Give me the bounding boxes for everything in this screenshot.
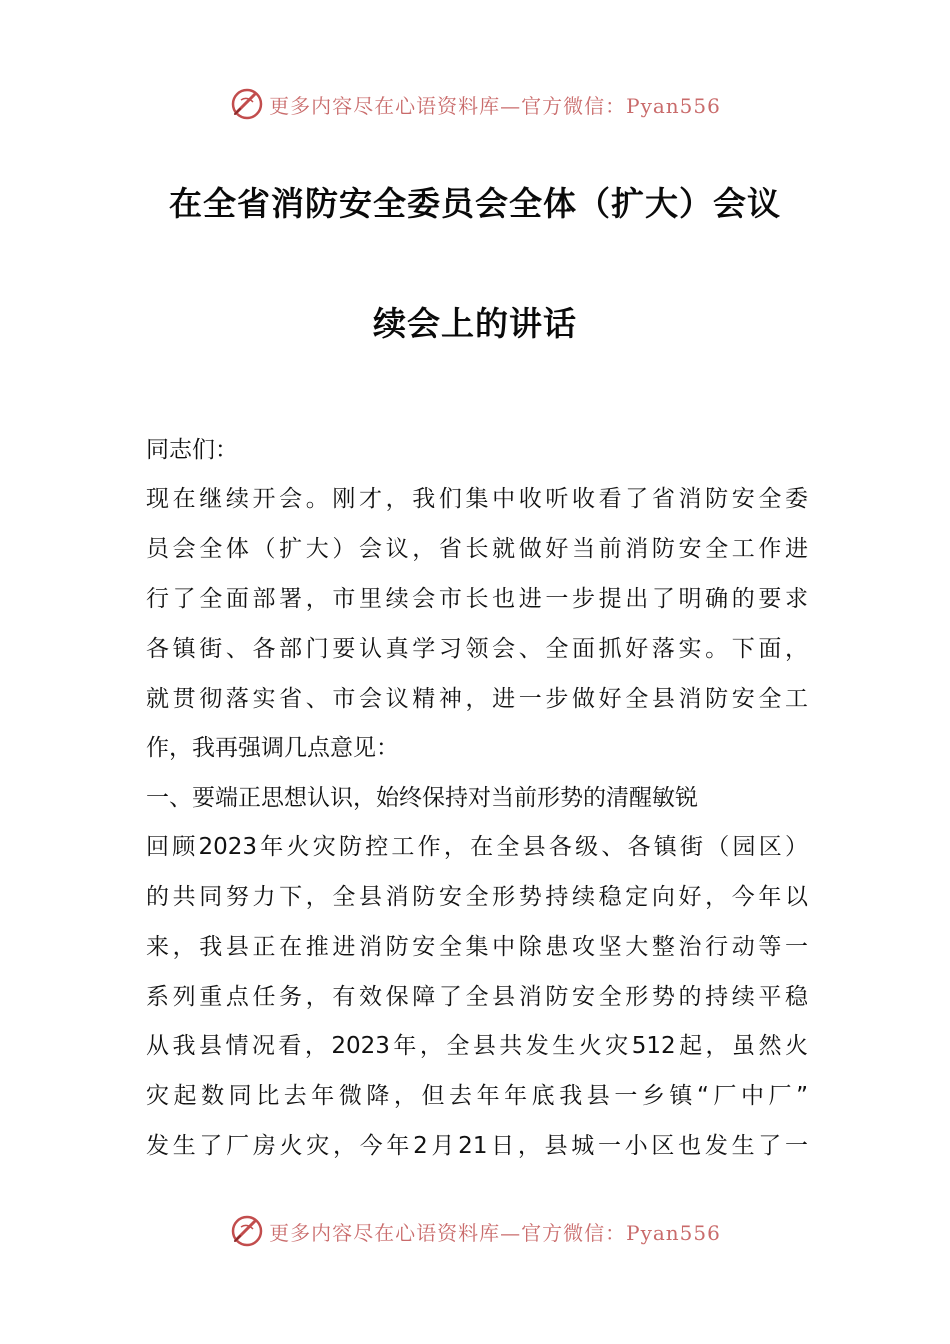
body-line: 灾起数同比去年微降，但去年年底我县一乡镇“厂中厂” [146, 1083, 808, 1109]
body-line: 现在继续开会。刚才，我们集中收听收看了省消防安全委 [146, 486, 808, 512]
body-line: 的共同努力下，全县消防安全形势持续稳定向好，今年以 [146, 884, 808, 910]
body-line: 系列重点任务，有效保障了全县消防安全形势的持续平稳 [146, 984, 808, 1010]
body-line: 行了全面部署，市里续会市长也进一步提出了明确的要求 [146, 586, 808, 612]
pen-seal-icon [229, 1213, 265, 1249]
watermark-header [0, 84, 950, 124]
document-title-line1: 在全省消防安全委员会全体（扩大）会议 [169, 184, 781, 223]
body-line: 就贯彻落实省、市会议精神，进一步做好全县消防安全工 [146, 686, 808, 712]
body-line: 员会全体（扩大）会议，省长就做好当前消防安全工作进 [146, 536, 808, 562]
body-line: 来，我县正在推进消防安全集中除患攻坚大整治行动等一 [146, 934, 808, 960]
watermark-text: 更多内容尽在心语资料库—官方微信：Pyan556 [269, 1220, 721, 1245]
salutation: 同志们： [146, 437, 238, 463]
body-line: 回顾2023年火灾防控工作，在全县各级、各镇街（园区） [146, 834, 808, 860]
watermark-footer [0, 1211, 950, 1251]
document-title-line2: 续会上的讲话 [373, 304, 577, 343]
section-heading: 一、要端正思想认识，始终保持对当前形势的清醒敏锐 [146, 785, 698, 811]
body-line: 各镇街、各部门要认真学习领会、全面抓好落实。下面， [146, 636, 808, 662]
body-line: 发生了厂房火灾，今年2月21日，县城一小区也发生了一 [146, 1133, 808, 1159]
body-line: 从我县情况看，2023年，全县共发生火灾512起，虽然火 [146, 1033, 808, 1059]
body-line: 作，我再强调几点意见： [146, 735, 399, 761]
watermark-text: 更多内容尽在心语资料库—官方微信：Pyan556 [269, 93, 721, 118]
pen-seal-icon [229, 86, 265, 122]
